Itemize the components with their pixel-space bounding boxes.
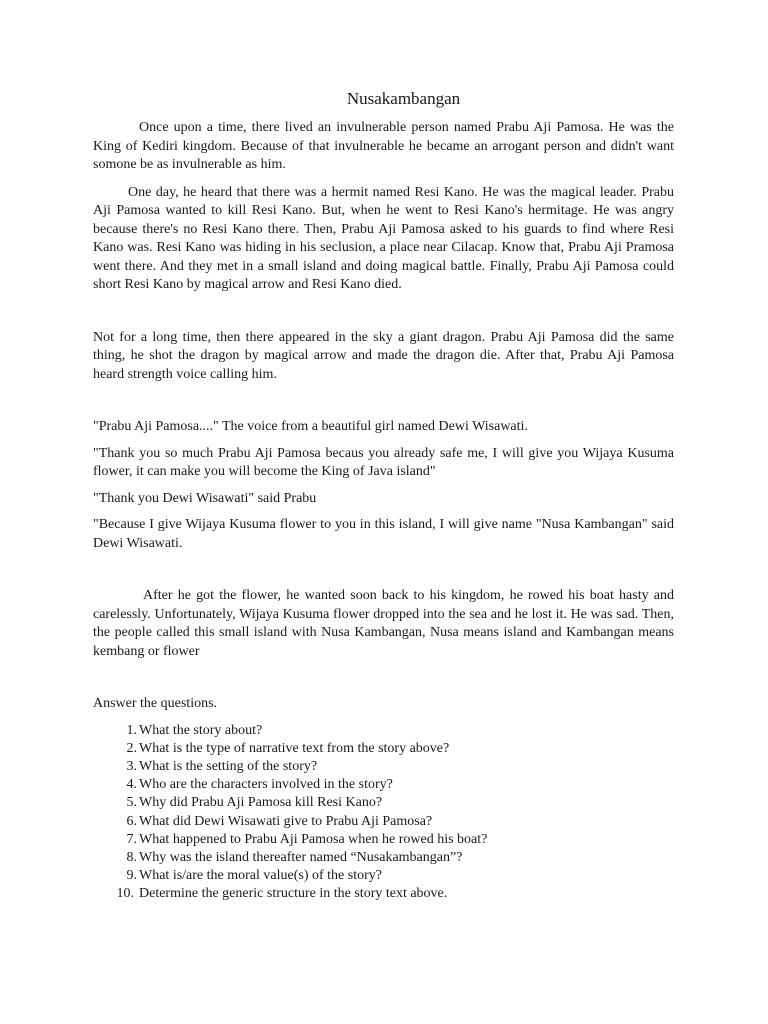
question-item: [115, 722, 674, 740]
dialogue-line: "Thank you Dewi Wisawati" said Prabu: [93, 490, 317, 506]
question-text: What is/are the moral value(s) of the story?: [139, 868, 382, 884]
question-item: [115, 831, 674, 849]
question-item: [115, 758, 674, 776]
question-text: What happened to Prabu Aji Pamosa when he rowed his boat?: [139, 831, 488, 847]
story-paragraph: One day, he heard that there was a hermit named Resi Kano. He was the magical leader. Prabu Aji Pamosa wanted to kill Resi Kano. But, when he went to Resi Kano's hermitage. He was angry because there's no Resi Kano there. Then, Prabu Aji Pamosa asked to his guards to find where Resi Kano was. Resi Kano was hiding in his seclusion, a place near Cilacap. Know that, Prabu Aji Pramosa went there. And they met in a small island and doing magical battle. Finally, Prabu Aji Pamosa could short Resi Kano by magical arrow and Resi Kano died.: [93, 184, 674, 292]
story-paragraph: Once upon a time, there lived an invulnerable person named Prabu Aji Pamosa. He was the King of Kediri kingdom. Because of that invulnerable he became an arrogant person and didn't want somone be as invulnerable as him.: [93, 120, 674, 172]
question-item: [115, 740, 674, 758]
question-text: Why did Prabu Aji Pamosa kill Resi Kano?: [139, 795, 383, 811]
question-item: [115, 794, 674, 812]
question-text: What is the setting of the story?: [139, 758, 318, 774]
question-item: [115, 776, 674, 794]
page-title: Nusakambangan: [346, 89, 461, 108]
question-number: 2.: [126, 740, 137, 756]
story-paragraph: Not for a long time, then there appeared in the sky a giant dragon. Prabu Aji Pamosa did the same thing, he shot the dragon by magical arrow and made the dragon die. After that, Prabu Aji Pamosa heard strength voice calling him.: [93, 329, 674, 382]
question-number: 7.: [126, 831, 137, 847]
question-item: [115, 867, 674, 885]
question-number: 5.: [126, 795, 137, 811]
question-item: [115, 813, 674, 831]
question-number: 8.: [126, 849, 137, 865]
question-text: What did Dewi Wisawati give to Prabu Aji Pamosa?: [139, 813, 433, 829]
question-text: What the story about?: [139, 722, 263, 738]
question-item: [115, 849, 674, 867]
dialogue-line: "Because I give Wijaya Kusuma flower to you in this island, I will give name "Nusa Kambangan" said Dewi Wisawati.: [93, 517, 674, 551]
dialogue-line: "Prabu Aji Pamosa...." The voice from a beautiful girl named Dewi Wisawati.: [93, 419, 528, 434]
question-number: 9.: [126, 868, 137, 884]
question-text: Why was the island thereafter named “Nusakambangan”?: [139, 849, 463, 865]
dialogue-line: "Thank you so much Prabu Aji Pamosa becaus you already safe me, I will give you Wijaya Kusuma flower, it can make you will become the King of Java island": [93, 445, 674, 479]
question-item: [115, 885, 674, 903]
question-number: 4.: [126, 777, 137, 793]
document-page: [93, 88, 674, 904]
question-text: What is the type of narrative text from the story above?: [139, 740, 450, 756]
questions-heading: Answer the questions.: [93, 696, 218, 711]
questions-list: [93, 722, 674, 904]
question-text: Who are the characters involved in the story?: [139, 777, 393, 793]
question-number: 10.: [116, 886, 134, 902]
question-number: 6.: [126, 813, 137, 829]
question-number: 1.: [126, 722, 137, 738]
question-text: Determine the generic structure in the story text above.: [139, 886, 448, 902]
question-number: 3.: [126, 758, 137, 774]
story-paragraph: After he got the flower, he wanted soon back to his kingdom, he rowed his boat hasty and carelessly. Unfortunately, Wijaya Kusuma flower dropped into the sea and he lost it. He was sad. Then, the people called this small island with Nusa Kambangan, Nusa means island and Kambangan means kembang or flower: [93, 588, 674, 659]
